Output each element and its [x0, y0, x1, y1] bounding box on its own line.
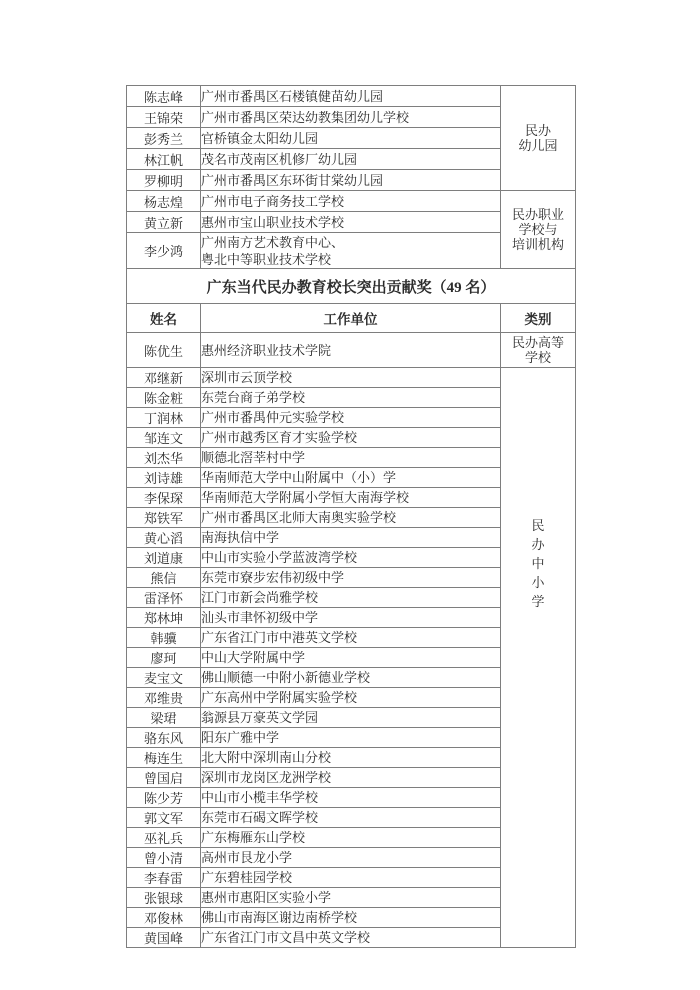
name-cell: 刘道康: [127, 548, 201, 568]
unit-cell: [201, 191, 501, 212]
section-title: 广东当代民办教育校长突出贡献奖（49 名）: [127, 269, 576, 304]
unit-line: 翁源县万豪英文学园: [201, 710, 319, 725]
name-cell: 黄国峰: [127, 928, 201, 948]
name-cell: 曾国启: [127, 768, 201, 788]
category-line: 民办高等: [511, 335, 564, 350]
unit-cell: [201, 828, 501, 848]
table-row: [127, 333, 576, 368]
category-line: 民办: [524, 123, 551, 138]
unit-cell: [201, 212, 501, 233]
name-cell: 刘诗雄: [127, 468, 201, 488]
name-cell: 郑铁军: [127, 508, 201, 528]
unit-line: 广州市番禺仲元实验学校: [201, 410, 345, 425]
award-table-body: [127, 86, 576, 948]
unit-cell: [201, 628, 501, 648]
category-line: 中: [531, 556, 545, 571]
name-cell: 麦宝文: [127, 668, 201, 688]
unit-cell: [201, 528, 501, 548]
unit-cell: [201, 408, 501, 428]
category-cell-minban-higher-education: [501, 333, 576, 368]
unit-line: 汕头市聿怀初级中学: [201, 610, 319, 625]
unit-line: 东莞市寮步宏伟初级中学: [201, 570, 345, 585]
name-cell: 林江帆: [127, 149, 201, 170]
unit-cell: [201, 368, 501, 388]
name-cell: 张银球: [127, 888, 201, 908]
unit-cell: [201, 568, 501, 588]
name-cell: 曾小清: [127, 848, 201, 868]
category-cell-minban-vocational: [501, 191, 576, 269]
name-cell: 陈少芳: [127, 788, 201, 808]
name-cell: 李春雷: [127, 868, 201, 888]
name-cell: 杨志煌: [127, 191, 201, 212]
unit-cell: [201, 107, 501, 128]
unit-cell: [201, 170, 501, 191]
table-row: [127, 269, 576, 304]
unit-cell: [201, 508, 501, 528]
unit-line: 广东省江门市中港英文学校: [201, 630, 358, 645]
unit-line: 东莞台商子弟学校: [201, 390, 306, 405]
unit-cell: [201, 748, 501, 768]
unit-line: 深圳市龙岗区龙洲学校: [201, 770, 332, 785]
unit-line: 华南师范大学中山附属中（小）学: [201, 470, 397, 485]
name-cell: 罗柳明: [127, 170, 201, 191]
category-line: 民: [531, 518, 545, 533]
name-cell: 黄心滔: [127, 528, 201, 548]
unit-line: 官桥镇金太阳幼儿园: [201, 130, 319, 146]
column-header-name: 姓名: [127, 304, 201, 333]
category-cell-minban-kindergarten: [501, 86, 576, 191]
unit-cell: [201, 86, 501, 107]
name-cell: 王锦荣: [127, 107, 201, 128]
unit-line: 广州市越秀区育才实验学校: [201, 430, 358, 445]
unit-cell: [201, 708, 501, 728]
category-line: 幼儿园: [518, 138, 558, 153]
unit-cell: [201, 333, 501, 368]
category-cell-minban-primary-secondary: [501, 368, 576, 948]
name-cell: 郑林坤: [127, 608, 201, 628]
unit-line: 顺德北滘莘村中学: [201, 450, 306, 465]
unit-line: 广州市番禺区北师大南奥实验学校: [201, 510, 397, 525]
unit-line: 粤北中等职业技术学校: [201, 251, 332, 267]
unit-cell: [201, 808, 501, 828]
category-line: 小: [531, 575, 545, 590]
name-cell: 郭文军: [127, 808, 201, 828]
unit-line: 佛山顺德一中附小新德业学校: [201, 670, 371, 685]
category-line: 学: [531, 594, 545, 609]
unit-line: 广东省江门市文昌中英文学校: [201, 930, 371, 945]
unit-line: 惠州市惠阳区实验小学: [201, 890, 332, 905]
name-cell: 彭秀兰: [127, 128, 201, 149]
unit-cell: [201, 488, 501, 508]
unit-cell: [201, 448, 501, 468]
category-line: 民办职业: [511, 207, 564, 222]
name-cell: 刘杰华: [127, 448, 201, 468]
unit-cell: [201, 128, 501, 149]
name-cell: 李保琛: [127, 488, 201, 508]
unit-cell: [201, 868, 501, 888]
unit-cell: [201, 768, 501, 788]
unit-line: 广东高州中学附属实验学校: [201, 690, 358, 705]
name-cell: 骆东风: [127, 728, 201, 748]
unit-line: 茂名市茂南区机修厂幼儿园: [201, 151, 358, 167]
category-line: 学校: [524, 350, 551, 365]
table-header-row: [127, 304, 576, 333]
unit-line: 广州市番禺区石楼镇健苗幼儿园: [201, 88, 384, 104]
unit-line: 中山市实验小学蓝波湾学校: [201, 550, 358, 565]
name-cell: 李少鸿: [127, 233, 201, 269]
column-header-unit: 工作单位: [201, 304, 501, 333]
name-cell: 邓维贵: [127, 688, 201, 708]
unit-cell: [201, 388, 501, 408]
name-cell: 梁珺: [127, 708, 201, 728]
unit-line: 高州市艮龙小学: [201, 850, 293, 865]
name-cell: 韩骥: [127, 628, 201, 648]
name-cell: 熊信: [127, 568, 201, 588]
unit-line: 深圳市云顶学校: [201, 370, 293, 385]
name-cell: 邓俊林: [127, 908, 201, 928]
unit-line: 东莞市石碣文晖学校: [201, 810, 319, 825]
unit-cell: [201, 888, 501, 908]
unit-cell: [201, 548, 501, 568]
unit-cell: [201, 848, 501, 868]
name-cell: 雷泽怀: [127, 588, 201, 608]
unit-cell: [201, 788, 501, 808]
unit-line: 惠州经济职业技术学院: [201, 342, 332, 358]
unit-line: 广东梅雁东山学校: [201, 830, 306, 845]
unit-cell: [201, 468, 501, 488]
category-line: 办: [531, 537, 545, 552]
name-cell: 陈志峰: [127, 86, 201, 107]
name-cell: 邓继新: [127, 368, 201, 388]
unit-cell: [201, 608, 501, 628]
column-header-category: 类别: [501, 304, 576, 333]
unit-cell: [201, 688, 501, 708]
unit-cell: [201, 728, 501, 748]
unit-line: 华南师范大学附属小学恒大南海学校: [201, 490, 410, 505]
unit-cell: [201, 428, 501, 448]
unit-cell: [201, 648, 501, 668]
unit-line: 阳东广雅中学: [201, 730, 280, 745]
name-cell: 陈金粧: [127, 388, 201, 408]
unit-cell: [201, 149, 501, 170]
unit-line: 惠州市宝山职业技术学校: [201, 214, 345, 230]
unit-cell: [201, 233, 501, 269]
name-cell: 邹连文: [127, 428, 201, 448]
category-line: 学校与: [518, 222, 558, 237]
unit-cell: [201, 908, 501, 928]
name-cell: 廖珂: [127, 648, 201, 668]
name-cell: 梅连生: [127, 748, 201, 768]
unit-line: 中山大学附属中学: [201, 650, 306, 665]
unit-line: 广州市番禺区荣达幼教集团幼儿学校: [201, 109, 410, 125]
name-cell: 丁润林: [127, 408, 201, 428]
name-cell: 巫礼兵: [127, 828, 201, 848]
unit-line: 江门市新会尚雅学校: [201, 590, 319, 605]
table-row: [127, 368, 576, 388]
category-line: 培训机构: [511, 237, 564, 252]
unit-line: 广东碧桂园学校: [201, 870, 293, 885]
table-row: [127, 86, 576, 107]
unit-line: 中山市小榄丰华学校: [201, 790, 319, 805]
unit-cell: [201, 928, 501, 948]
table-row: [127, 191, 576, 212]
unit-cell: [201, 588, 501, 608]
name-cell: 黄立新: [127, 212, 201, 233]
unit-line: 北大附中深圳南山分校: [201, 750, 332, 765]
award-table: [126, 85, 576, 948]
unit-cell: [201, 668, 501, 688]
unit-line: 广州南方艺术教育中心、: [201, 234, 345, 250]
unit-line: 广州市电子商务技工学校: [201, 193, 345, 209]
unit-line: 佛山市南海区谢边南桥学校: [201, 910, 358, 925]
unit-line: 南海执信中学: [201, 530, 280, 545]
name-cell: 陈优生: [127, 333, 201, 368]
unit-line: 广州市番禺区东环街甘棠幼儿园: [201, 172, 384, 188]
